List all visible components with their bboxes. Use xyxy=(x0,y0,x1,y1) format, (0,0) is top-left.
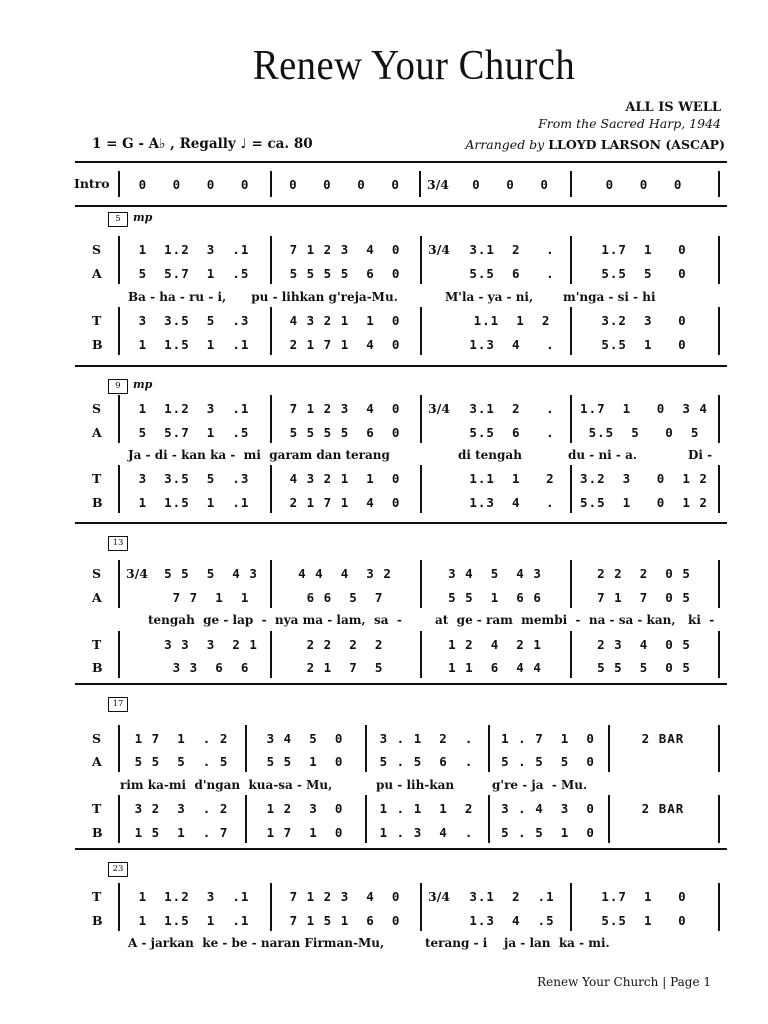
staff-rule xyxy=(75,205,727,207)
staff-rule xyxy=(75,365,727,367)
time-signature: 3/4 xyxy=(428,889,450,904)
lyric-line: A - jarkan ke - be - naran Firman-Mu, xyxy=(128,936,385,950)
note-group: 5 5 5 0 5 xyxy=(597,660,691,675)
note-group: 1.7 1 0 xyxy=(601,242,687,257)
note-group: 5 5 5 . 5 xyxy=(134,754,229,769)
barline xyxy=(608,725,610,772)
note-group: 3 2 3 . 2 xyxy=(134,801,229,816)
barline xyxy=(419,171,421,197)
note-group: 2 1 7 5 xyxy=(306,660,384,675)
footer-separator: | xyxy=(662,975,667,989)
intro-notes: 0 0 0 xyxy=(605,177,683,192)
note-group: 2 2 2 2 xyxy=(306,637,384,652)
time-signature: 3/4 xyxy=(428,242,450,257)
note-group: 1 1.5 1 .1 xyxy=(138,337,250,352)
intro-notes: 0 0 0 0 xyxy=(138,177,250,192)
voice-label-a: A xyxy=(92,266,102,281)
voice-label-t: T xyxy=(92,889,102,904)
note-group: 5.5 1 0 1 2 xyxy=(580,495,708,510)
lyric-line: M'la - ya - ni, xyxy=(445,290,534,304)
intro-label: Intro xyxy=(74,176,110,191)
intro-notes: 0 0 0 xyxy=(472,177,549,192)
note-group: 2 3 4 0 5 xyxy=(597,637,691,652)
measure-number: 17 xyxy=(108,697,128,712)
barline xyxy=(488,725,490,772)
barline xyxy=(718,307,720,355)
time-signature: 3/4 xyxy=(126,566,148,581)
note-group: 5 5 1 0 xyxy=(266,754,344,769)
note-group: 5 . 5 1 0 xyxy=(501,825,595,840)
voice-label-a: A xyxy=(92,754,102,769)
voice-label-s: S xyxy=(92,566,102,581)
barline xyxy=(570,560,572,608)
note-group: 3 . 4 3 0 xyxy=(501,801,595,816)
note-group: 1 2 3 0 xyxy=(266,801,344,816)
note-group: 1 5 1 . 7 xyxy=(134,825,229,840)
measure-number: 5 xyxy=(108,212,128,227)
note-group: 1.3 4 . xyxy=(469,495,555,510)
note-group: 7 1 7 0 5 xyxy=(597,590,691,605)
barline xyxy=(118,395,120,443)
barline xyxy=(118,236,120,284)
barline xyxy=(420,307,422,355)
lyric-line: rim ka-mi d'ngan kua-sa - Mu, xyxy=(120,778,333,792)
barline xyxy=(420,560,422,608)
note-group: 5 5 5 5 6 0 xyxy=(289,266,401,281)
note-group: 5 5 5 4 3 xyxy=(164,566,258,581)
voice-label-b: B xyxy=(92,337,103,352)
intro-notes: 0 0 0 0 xyxy=(289,177,400,192)
note-group: 4 3 2 1 1 0 xyxy=(289,471,401,486)
note-group: 1 . 3 4 . xyxy=(379,825,474,840)
footer-title: Renew Your Church xyxy=(537,975,659,989)
barline xyxy=(718,795,720,843)
note-group: 5 . 5 6 . xyxy=(379,754,474,769)
song-title: Renew Your Church xyxy=(252,43,576,89)
note-group: 4 4 4 3 2 xyxy=(298,566,392,581)
note-group: 7 1 5 1 6 0 xyxy=(289,913,401,928)
note-group: 1.7 1 0 3 4 xyxy=(580,401,708,416)
lyric-line: du - ni - a. xyxy=(568,448,638,462)
barline xyxy=(570,307,572,355)
barline xyxy=(718,171,720,197)
voice-label-t: T xyxy=(92,471,102,486)
note-group: 2 2 2 0 5 xyxy=(597,566,691,581)
note-group: 1 1 6 4 4 xyxy=(448,660,542,675)
voice-label-s: S xyxy=(92,242,102,257)
barline xyxy=(270,560,272,608)
lyric-line: terang - i ja - lan ka - mi. xyxy=(425,936,610,950)
lyric-line: Ba - ha - ru - i, pu - lihkan g'reja-Mu. xyxy=(128,290,398,304)
note-group: 5 5.7 1 .5 xyxy=(138,266,250,281)
note-group: 5.5 1 0 xyxy=(601,337,687,352)
barline xyxy=(718,560,720,608)
footer-page: Page 1 xyxy=(670,975,711,989)
note-group: 1 7 1 0 xyxy=(266,825,344,840)
voice-label-t: T xyxy=(92,313,102,328)
note-group: 5 5.7 1 .5 xyxy=(138,425,250,440)
staff-rule xyxy=(75,848,727,850)
note-group: 5.5 1 0 xyxy=(601,913,687,928)
lyric-line: at ge - ram membi - na - sa - kan, xyxy=(435,613,676,627)
barline xyxy=(270,631,272,678)
voice-label-s: S xyxy=(92,401,102,416)
barline xyxy=(270,395,272,443)
note-group: 1 1.5 1 .1 xyxy=(138,495,250,510)
note-group: 5 5 1 6 6 xyxy=(448,590,542,605)
note-group: 7 1 2 3 4 0 xyxy=(289,889,401,904)
note-group: 4 3 2 1 1 0 xyxy=(289,313,401,328)
barline xyxy=(270,307,272,355)
barline xyxy=(718,236,720,284)
measure-number: 9 xyxy=(108,379,128,394)
barline xyxy=(570,465,572,513)
voice-label-a: A xyxy=(92,425,102,440)
note-group: 7 1 2 3 4 0 xyxy=(289,401,401,416)
note-group: 3 3 6 6 xyxy=(172,660,250,675)
lyric-line: di tengah xyxy=(458,448,522,462)
note-group: 3 4 5 0 xyxy=(266,731,344,746)
note-group: 1.3 4 . xyxy=(469,337,555,352)
barline xyxy=(608,795,610,843)
time-signature: 3/4 xyxy=(428,401,450,416)
dynamic-marking: mp xyxy=(133,378,153,391)
barline xyxy=(718,465,720,513)
voice-label-b: B xyxy=(92,495,103,510)
barline xyxy=(420,395,422,443)
lyric-line: ki - xyxy=(688,613,715,627)
note-group: 1 1.5 1 .1 xyxy=(138,913,250,928)
barline xyxy=(570,631,572,678)
tune-source: From the Sacred Harp, 1944 xyxy=(538,116,721,131)
arranger-prefix: Arranged by xyxy=(465,137,545,152)
time-signature: 3/4 xyxy=(427,177,449,192)
note-group: 1 7 1 . 2 xyxy=(134,731,229,746)
barline xyxy=(420,883,422,931)
barline xyxy=(488,795,490,843)
note-group: 1 1.2 3 .1 xyxy=(138,242,250,257)
note-group: 1.7 1 0 xyxy=(601,889,687,904)
note-group: 1 1.2 3 .1 xyxy=(138,889,250,904)
barline xyxy=(118,307,120,355)
note-group: 3.1 2 . xyxy=(469,242,555,257)
note-group: 7 1 2 3 4 0 xyxy=(289,242,401,257)
note-group: 5 . 5 5 0 xyxy=(501,754,595,769)
barline xyxy=(570,236,572,284)
note-group: 6 6 5 7 xyxy=(306,590,384,605)
note-group: 2 1 7 1 4 0 xyxy=(289,495,401,510)
note-group: 3 3.5 5 .3 xyxy=(138,313,250,328)
barline xyxy=(118,171,120,197)
barline xyxy=(118,631,120,678)
note-group: 2 1 7 1 4 0 xyxy=(289,337,401,352)
voice-label-t: T xyxy=(92,801,102,816)
note-group: 5 5 5 5 6 0 xyxy=(289,425,401,440)
note-group: 1.1 1 2 xyxy=(469,471,555,486)
note-group: 5.5 5 0 xyxy=(601,266,687,281)
voice-label-s: S xyxy=(92,731,102,746)
barline xyxy=(118,560,120,608)
barline xyxy=(570,883,572,931)
barline xyxy=(270,883,272,931)
voice-label-a: A xyxy=(92,590,102,605)
barline xyxy=(118,465,120,513)
measure-number: 13 xyxy=(108,536,128,551)
key-tempo: 1 = G - A♭ , Regally ♩ = ca. 80 xyxy=(92,136,313,152)
note-group: 3.2 3 0 xyxy=(601,313,687,328)
barline xyxy=(270,236,272,284)
barline xyxy=(245,795,247,843)
barline xyxy=(365,795,367,843)
dynamic-marking: mp xyxy=(133,211,153,224)
note-group: 3.1 2 .1 xyxy=(469,889,555,904)
note-group: 7 7 1 1 xyxy=(172,590,250,605)
barline xyxy=(570,171,572,197)
note-group: 1 . 1 1 2 xyxy=(379,801,474,816)
lyric-line: Di - xyxy=(688,448,713,462)
lyric-line: pu - lih-kan xyxy=(376,778,455,792)
staff-rule xyxy=(75,683,727,685)
note-group: 3 . 1 2 . xyxy=(379,731,474,746)
note-group: 5.5 5 0 5 xyxy=(588,425,700,440)
note-group: 3.1 2 . xyxy=(469,401,555,416)
staff-rule xyxy=(75,522,727,524)
note-group: 3.2 3 0 1 2 xyxy=(580,471,708,486)
barline xyxy=(420,236,422,284)
note-group: 5.5 6 . xyxy=(469,266,555,281)
barline xyxy=(420,631,422,678)
voice-label-b: B xyxy=(92,913,103,928)
barline xyxy=(270,465,272,513)
note-group: 1.3 4 .5 xyxy=(469,913,555,928)
barline xyxy=(365,725,367,772)
arranger-credit xyxy=(465,137,725,152)
note-group: 3 3 3 2 1 xyxy=(164,637,258,652)
voice-label-b: B xyxy=(92,660,103,675)
barline xyxy=(718,395,720,443)
note-group: 3 4 5 4 3 xyxy=(448,566,542,581)
note-group: 1 2 4 2 1 xyxy=(448,637,542,652)
measure-number: 23 xyxy=(108,862,128,877)
voice-label-b: B xyxy=(92,825,103,840)
barline xyxy=(118,883,120,931)
note-group: 1 . 7 1 0 xyxy=(501,731,595,746)
barline xyxy=(118,795,120,843)
note-group: 2 BAR xyxy=(641,731,685,746)
footer xyxy=(537,975,711,989)
barline xyxy=(420,465,422,513)
lyric-line: g're - ja - Mu. xyxy=(492,778,588,792)
barline xyxy=(245,725,247,772)
note-group: 1.1 1 2 xyxy=(473,313,551,328)
note-group: 2 BAR xyxy=(641,801,685,816)
lyric-line: tengah ge - lap - nya ma - lam, sa - xyxy=(148,613,402,627)
barline xyxy=(718,725,720,772)
barline xyxy=(718,883,720,931)
note-group: 5.5 6 . xyxy=(469,425,555,440)
lyric-line: m'nga - si - hi xyxy=(563,290,656,304)
lyric-line: Ja - di - kan ka - mi garam dan terang xyxy=(128,448,390,462)
barline xyxy=(270,171,272,197)
arranger-name: LLOYD LARSON (ASCAP) xyxy=(548,137,725,152)
voice-label-t: T xyxy=(92,637,102,652)
barline xyxy=(570,395,572,443)
note-group: 1 1.2 3 .1 xyxy=(138,401,250,416)
tune-name: ALL IS WELL xyxy=(625,100,721,115)
barline xyxy=(118,725,120,772)
barline xyxy=(718,631,720,678)
staff-rule xyxy=(75,161,727,163)
note-group: 3 3.5 5 .3 xyxy=(138,471,250,486)
